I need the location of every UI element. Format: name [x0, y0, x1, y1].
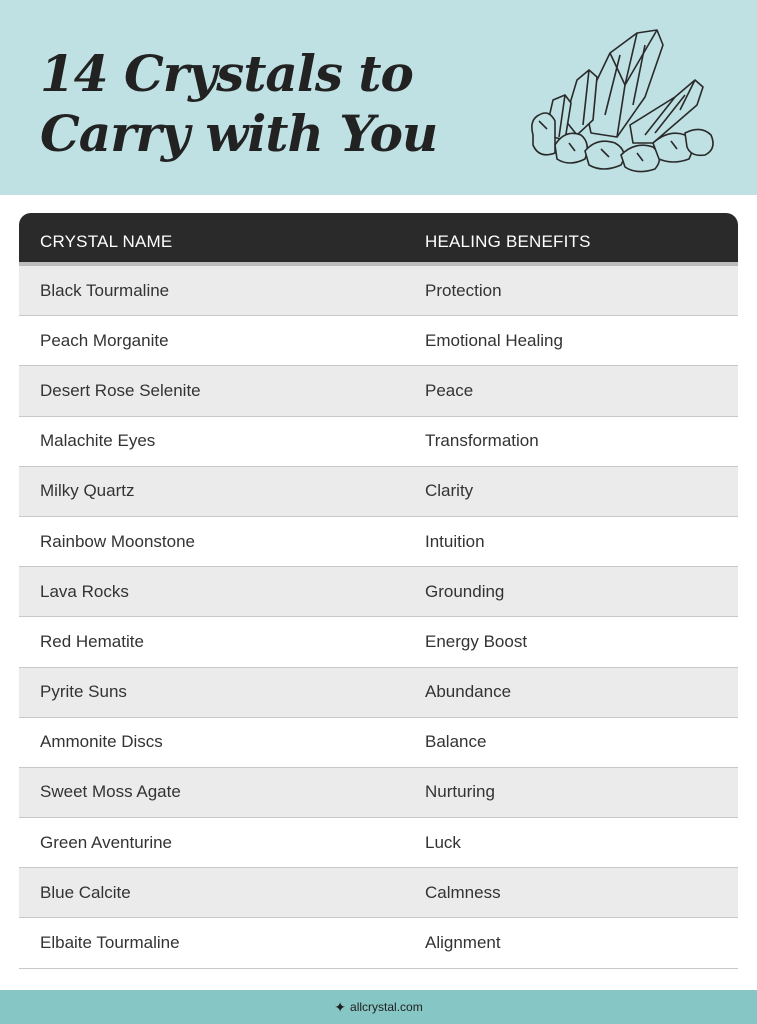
crystal-name-cell: Desert Rose Selenite	[40, 380, 201, 400]
healing-benefit-cell: Emotional Healing	[425, 330, 563, 350]
healing-benefit-cell: Calmness	[425, 882, 501, 902]
table-row	[19, 768, 738, 818]
healing-benefit-cell: Peace	[425, 380, 474, 400]
table-row	[19, 718, 738, 768]
table-row	[19, 818, 738, 868]
healing-benefit-cell: Intuition	[425, 531, 485, 551]
healing-benefit-cell: Energy Boost	[425, 631, 528, 651]
table-row	[19, 918, 738, 968]
crystal-name-cell: Black Tourmaline	[40, 280, 170, 300]
column-header-crystal-name: CRYSTAL NAME	[40, 232, 173, 251]
healing-benefit-cell: Protection	[425, 280, 502, 300]
table-header	[19, 213, 738, 266]
crystal-name-cell: Red Hematite	[40, 631, 144, 651]
healing-benefit-cell: Nurturing	[425, 782, 495, 802]
crystal-name-cell: Blue Calcite	[40, 882, 131, 902]
healing-benefit-cell: Luck	[425, 832, 461, 852]
crystals-table	[19, 213, 738, 969]
healing-benefit-cell: Clarity	[425, 481, 474, 501]
table-row	[19, 266, 738, 316]
crystal-name-cell: Ammonite Discs	[40, 732, 163, 752]
crystal-name-cell: Elbaite Tourmaline	[40, 933, 180, 953]
crystal-cluster-icon	[525, 25, 717, 175]
crystal-name-cell: Malachite Eyes	[40, 431, 156, 451]
crystal-name-cell: Milky Quartz	[40, 481, 135, 501]
table-row	[19, 417, 738, 467]
table-row	[19, 617, 738, 667]
table-row	[19, 316, 738, 366]
crystal-name-cell: Peach Morganite	[40, 330, 169, 350]
table-row	[19, 467, 738, 517]
sparkle-icon: ✦	[334, 998, 347, 1015]
footer-site-link[interactable]: allcrystal.com	[350, 1000, 423, 1014]
healing-benefit-cell: Abundance	[425, 682, 512, 702]
table-row	[19, 868, 738, 918]
table-row	[19, 668, 738, 718]
crystal-name-cell: Pyrite Suns	[40, 682, 127, 702]
table-row	[19, 517, 738, 567]
crystal-name-cell: Lava Rocks	[40, 581, 129, 601]
footer-bar	[0, 990, 757, 1024]
header-banner	[0, 0, 757, 195]
healing-benefit-cell: Alignment	[425, 933, 501, 953]
table-row	[19, 366, 738, 416]
column-header-healing-benefits: HEALING BENEFITS	[425, 232, 591, 251]
healing-benefit-cell: Balance	[425, 732, 487, 752]
page-title: 14 Crystals to Carry with You	[40, 44, 438, 163]
table-row	[19, 567, 738, 617]
table-body	[19, 266, 738, 969]
healing-benefit-cell: Grounding	[425, 581, 505, 601]
crystal-name-cell: Green Aventurine	[40, 832, 172, 852]
crystal-name-cell: Sweet Moss Agate	[40, 782, 181, 802]
crystal-name-cell: Rainbow Moonstone	[40, 531, 195, 551]
healing-benefit-cell: Transformation	[425, 431, 539, 451]
